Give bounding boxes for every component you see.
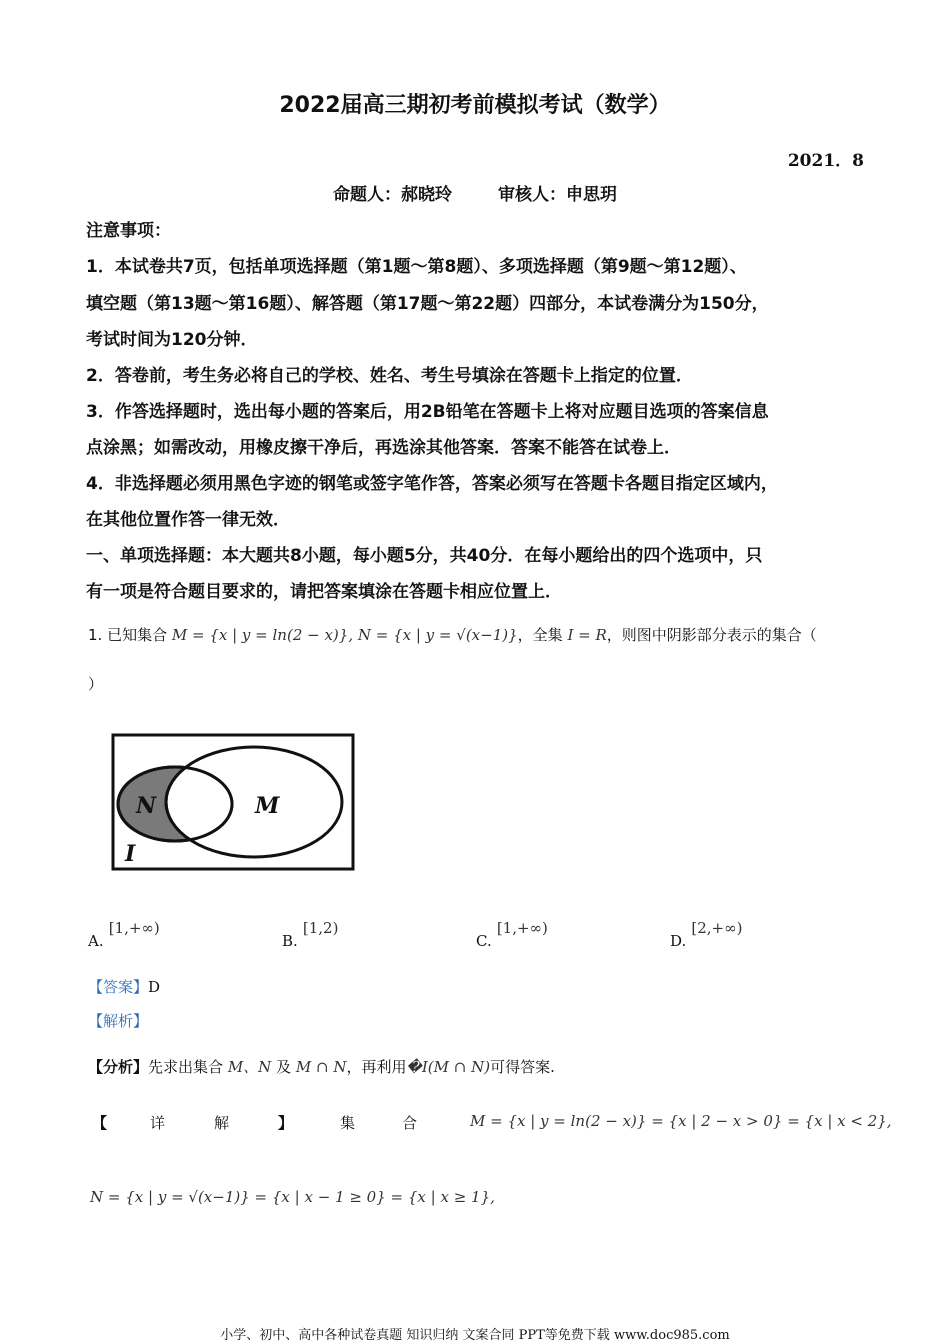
universe-set: I = R <box>567 626 607 644</box>
option-a: A. [1,+∞) <box>88 919 160 950</box>
option-b: B. [1,2) <box>282 919 339 950</box>
notice-line: 2．答卷前，考生务必将自己的学校、姓名、考生号填涂在答题卡上指定的位置． <box>86 366 693 386</box>
notice-line: 3．作答选择题时，选出每小题的答案后，用2B铅笔在答题卡上将对应题目选项的答案信息 <box>86 402 769 422</box>
fenxi-line: 【分析】先求出集合 M、N 及 M ∩ N，再利用�I(M ∩ N)可得答案. <box>88 1058 555 1076</box>
question-1-stem: 1. 已知集合 M = {x | y = ln(2 − x)}, N = {x | y = √(x−1)}，全集 I = R，则图中阴影部分表示的集合（ <box>88 626 817 644</box>
detail-equation-n: N = {x | y = √(x−1)} = {x | x − 1 ≥ 0} = {x | x ≥ 1}, <box>90 1188 495 1206</box>
label-n: N <box>136 793 157 819</box>
analysis-tag: 【解析】 <box>88 1012 149 1030</box>
answer-value: D <box>148 978 161 996</box>
venn-diagram <box>110 733 358 873</box>
detail-equation-m: M = {x | y = ln(2 − x)} = {x | 2 − x > 0} = {x | x < 2}, <box>470 1112 892 1130</box>
setter: 命题人：郝晓玲 <box>333 185 453 205</box>
section-heading: 一、单项选择题：本大题共8小题，每小题5分，共40分．在每小题给出的四个选项中，只 <box>86 546 763 566</box>
option-d: D. [2,+∞) <box>670 919 743 950</box>
question-1-close: ） <box>88 675 104 693</box>
authors-line <box>0 180 950 205</box>
answer-tag: 【答案】 <box>88 978 149 996</box>
notice-line: 考试时间为120分钟． <box>86 330 258 350</box>
option-c: C. [1,+∞) <box>476 919 548 950</box>
page-title: 2022届高三期初考前模拟考试（数学） <box>279 93 671 118</box>
notice-line: 填空题（第13题～第16题）、解答题（第17题～第22题）四部分，本试卷满分为150分， <box>86 294 769 314</box>
footer: 小学、初中、高中各种试卷真题 知识归纳 文案合同 PPT等免费下载 www.doc985.com <box>220 1328 730 1343</box>
reviewer: 审核人：申思玥 <box>497 185 617 205</box>
notice-line: 点涂黑；如需改动，用橡皮擦干净后，再选涂其他答案．答案不能答在试卷上． <box>86 438 681 458</box>
notice-line: 4．非选择题必须用黑色字迹的钢笔或签字笔作答，答案必须写在答题卡各题目指定区域内， <box>86 474 778 494</box>
section-heading-cont: 有一项是符合题目要求的，请把答案填涂在答题卡相应位置上． <box>86 582 562 602</box>
answer-line <box>88 976 160 997</box>
notice-line: 1．本试卷共7页，包括单项选择题（第1题～第8题）、多项选择题（第9题～第12题）、 <box>86 257 747 277</box>
set-definition: M = {x | y = ln(2 − x)}, N = {x | y = √(x−1)} <box>171 626 518 644</box>
label-i: I <box>125 841 136 867</box>
notice-line: 在其他位置作答一律无效． <box>86 510 290 530</box>
detail-heading: 【 详 解 】 集 合 <box>92 1114 418 1132</box>
label-m: M <box>255 793 280 819</box>
notice-heading: 注意事项： <box>86 221 171 241</box>
exam-date: 2021．8 <box>787 151 864 171</box>
